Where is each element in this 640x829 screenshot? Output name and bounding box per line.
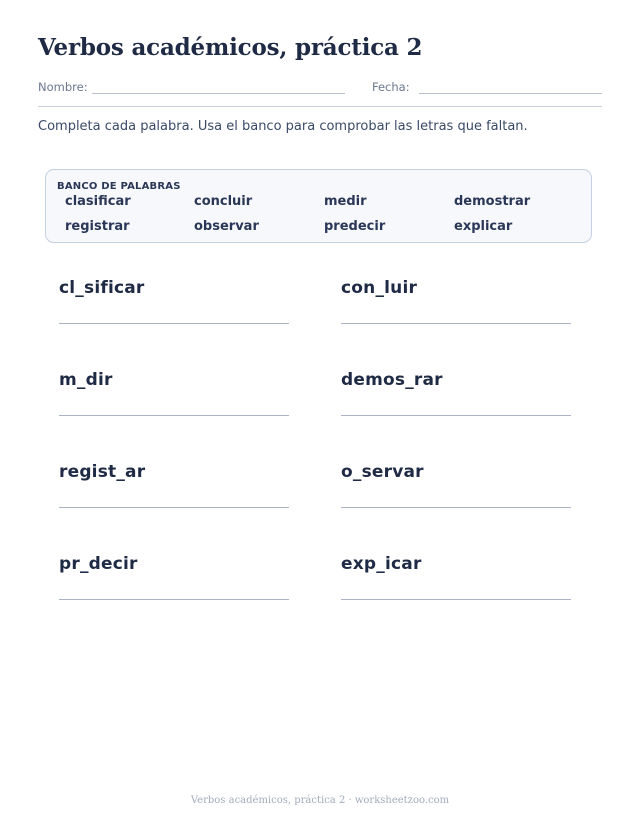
- word-bank-word: concluir: [194, 194, 253, 209]
- incomplete-word: cl_sificar: [59, 278, 145, 298]
- incomplete-word: pr_decir: [59, 554, 138, 574]
- incomplete-word: o_servar: [341, 462, 424, 482]
- word-bank-word: observar: [194, 219, 259, 234]
- answer-line[interactable]: [59, 415, 289, 416]
- exercise-item: [341, 554, 571, 614]
- answer-line[interactable]: [59, 323, 289, 324]
- exercise-item: [59, 554, 289, 614]
- answer-line[interactable]: [59, 599, 289, 600]
- answer-line[interactable]: [341, 415, 571, 416]
- incomplete-word: con_luir: [341, 278, 418, 298]
- word-bank-word: clasificar: [65, 194, 131, 209]
- exercise-item: [59, 462, 289, 522]
- word-bank-word: demostrar: [454, 194, 531, 209]
- word-bank-word: registrar: [65, 219, 130, 234]
- name-label: Nombre:: [38, 80, 88, 94]
- word-bank-title: BANCO DE PALABRAS: [57, 181, 181, 192]
- incomplete-word: regist_ar: [59, 462, 146, 482]
- word-bank: [45, 169, 592, 243]
- page-footer: Verbos académicos, práctica 2 · worksheetzoo.com: [190, 795, 450, 806]
- incomplete-word: demos_rar: [341, 370, 443, 390]
- exercise-item: [341, 462, 571, 522]
- exercise-item: [59, 370, 289, 430]
- header-divider: [38, 106, 602, 107]
- exercise-item: [341, 278, 571, 338]
- answer-line[interactable]: [341, 507, 571, 508]
- exercise-item: [341, 370, 571, 430]
- incomplete-word: m_dir: [59, 370, 113, 390]
- word-bank-word: predecir: [324, 219, 386, 234]
- answer-line[interactable]: [341, 323, 571, 324]
- name-field[interactable]: [92, 93, 345, 94]
- word-bank-word: explicar: [454, 219, 513, 234]
- answer-line[interactable]: [341, 599, 571, 600]
- incomplete-word: exp_icar: [341, 554, 422, 574]
- page-title: Verbos académicos, práctica 2: [38, 34, 423, 61]
- date-label: Fecha:: [372, 80, 410, 94]
- instructions: Completa cada palabra. Usa el banco para comprobar las letras que faltan.: [38, 119, 528, 134]
- answer-line[interactable]: [59, 507, 289, 508]
- word-bank-word: medir: [324, 194, 367, 209]
- exercise-item: [59, 278, 289, 338]
- date-field[interactable]: [419, 93, 602, 94]
